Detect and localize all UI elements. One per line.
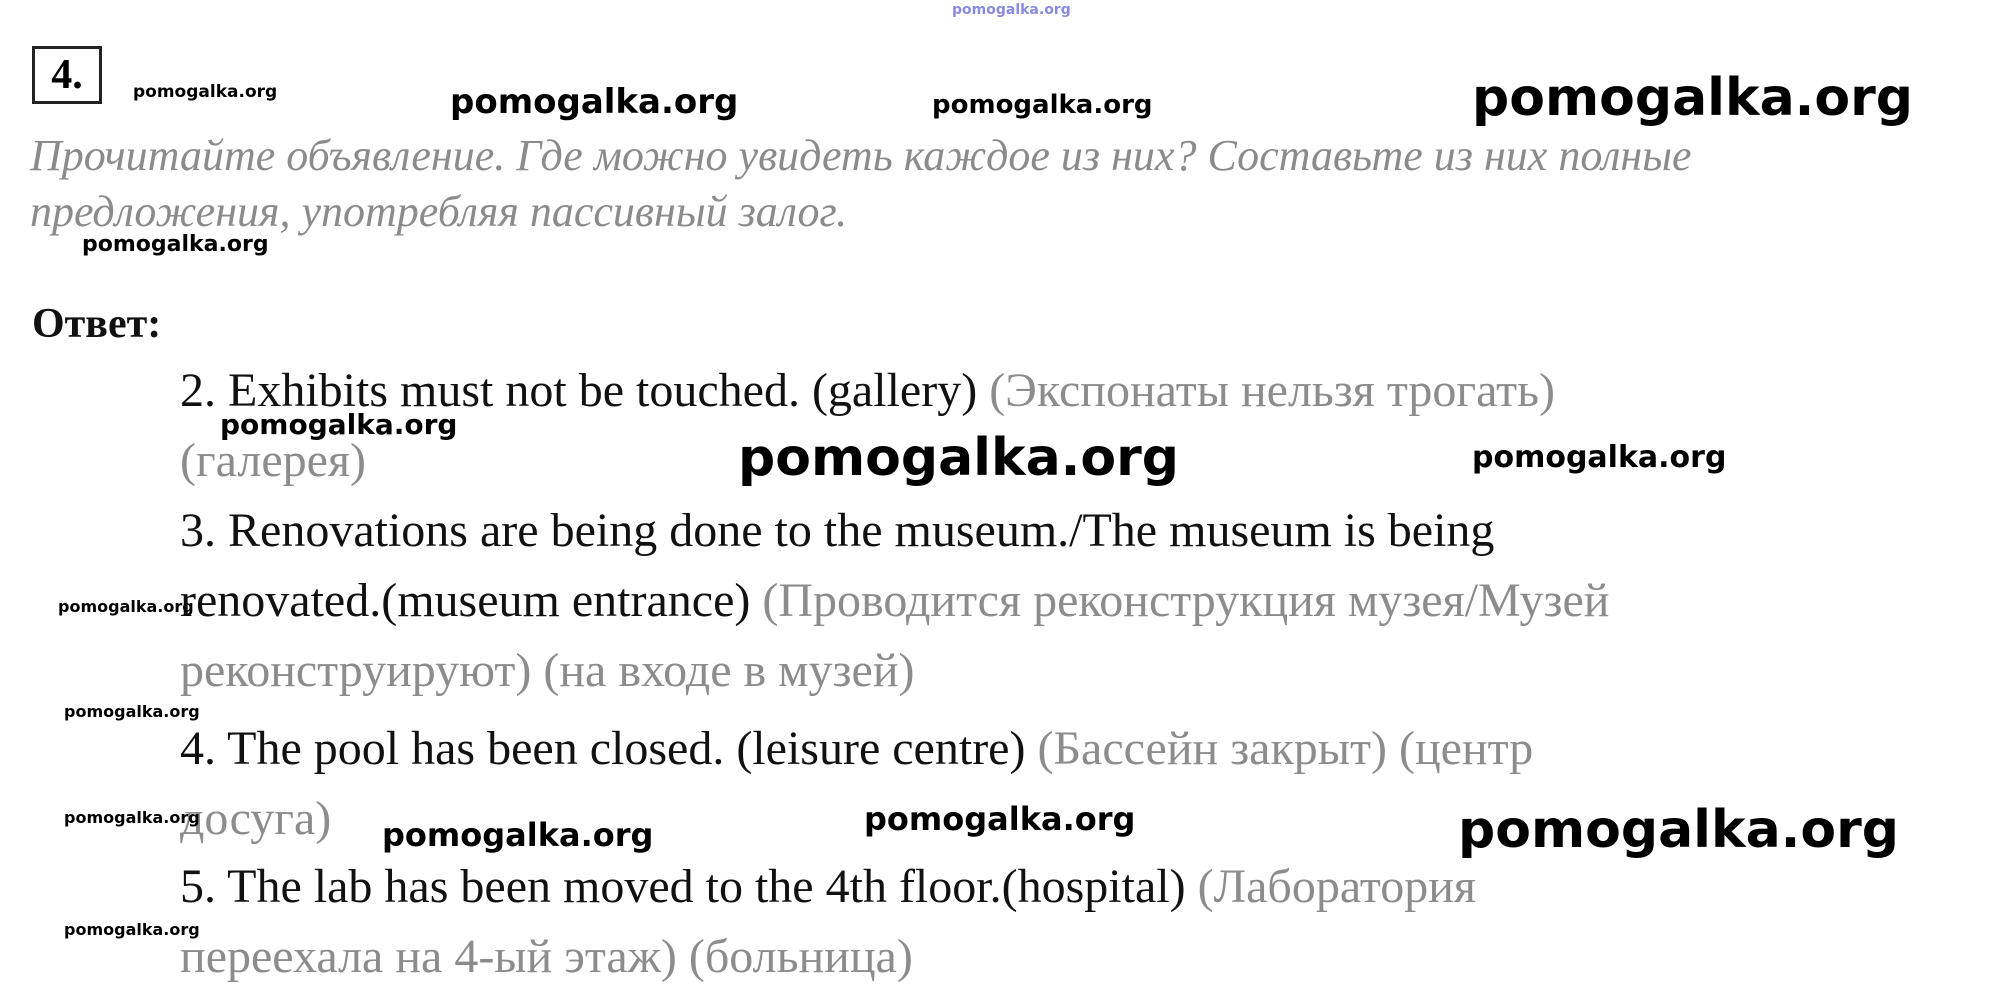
answer-4-line-1 [180,714,1533,784]
watermark-medium: pomogalka.org [932,90,1153,120]
answer-4-english: 4. The pool has been closed. (leisure centre) [180,722,1026,775]
watermark-small: pomogalka.org [133,82,278,102]
answer-3-line-2 [180,566,1609,636]
watermark-small: pomogalka.org [64,808,200,827]
watermark-small: pomogalka.org [64,702,200,721]
watermark-medium: pomogalka.org [864,800,1136,838]
watermark-large: pomogalka.org [738,428,1180,488]
watermark-medium: pomogalka.org [1472,440,1727,475]
answer-5-russian: (Лаборатория [1185,860,1476,913]
watermark-small: pomogalka.org [58,597,194,616]
answer-2-line-2: (галерея) [180,434,367,487]
answer-2-english: 2. Exhibits must not be touched. (gallery) [180,364,978,417]
answer-4-russian: (Бассейн закрыт) (центр [1025,722,1534,775]
answer-4-line-2: досуга) [180,792,332,845]
watermark-large: pomogalka.org [1472,68,1914,128]
answer-3-russian: (Проводится реконструкция музея/Музей [750,574,1610,627]
instruction-line-2: предложения, употребляя пассивный залог. [30,187,848,236]
watermark-large: pomogalka.org [1458,800,1900,860]
watermark-medium: pomogalka.org [450,82,739,122]
watermark-medium: pomogalka.org [220,408,458,441]
watermark-small: pomogalka.org [64,920,200,939]
answer-5-english: 5. The lab has been moved to the 4th floor.(hospital) [180,860,1186,913]
answer-2-russian: (Экспонаты нельзя трогать) [977,364,1555,417]
answer-3-line-1: 3. Renovations are being done to the museum./The museum is being [180,504,1495,557]
watermark-small: pomogalka.org [82,232,269,257]
top-watermark: pomogalka.org [952,2,1071,18]
answer-3-line-3: реконструируют) (на входе в музей) [180,644,915,697]
instruction-line-1: Прочитайте объявление. Где можно увидеть каждое из них? Составьте из них полные [30,131,1692,180]
answer-label: Ответ: [32,301,162,347]
answer-5-line-2: переехала на 4-ый этаж) (больница) [180,930,913,983]
answer-3-english: renovated.(museum entrance) [180,574,751,627]
answer-5-line-1 [180,852,1476,922]
exercise-number: 4. [32,46,102,104]
watermark-medium: pomogalka.org [382,816,654,854]
